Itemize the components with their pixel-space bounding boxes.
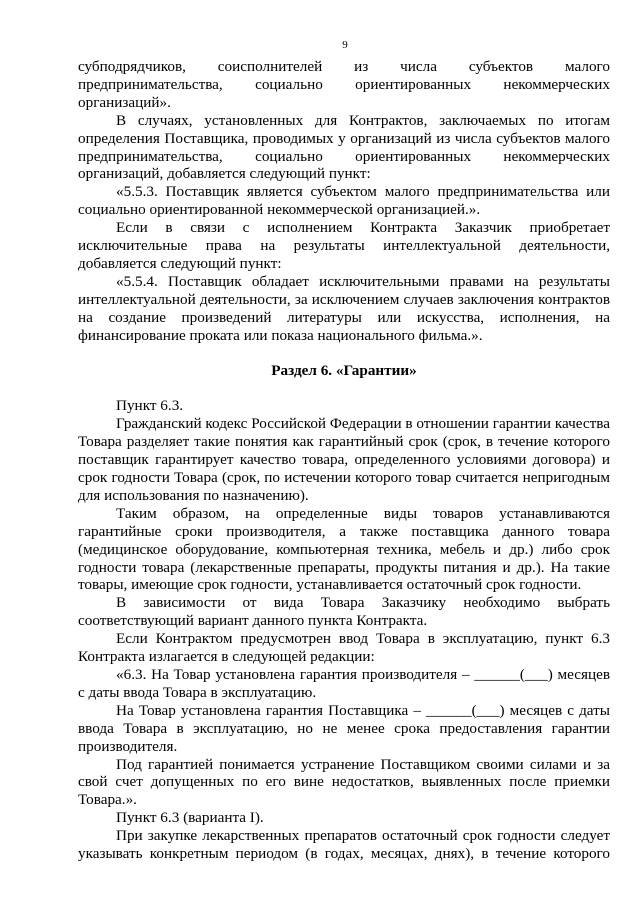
paragraph-1: субподрядчиков, соисполнителей из числа субъектов малого предпринимательства, социально ориентированных некоммерческих организаций». xyxy=(78,58,610,111)
paragraph-8: Таким образом, на определенные виды товаров устанавливаются гарантийные сроки производителя, а также поставщика данного товара (медицинское оборудование, компьютерная техника, мебель и др.) либо срок годности товара (лекарственные препараты, продукты питания и др.). На такие товары, имеющие срок годности, устанавливается остаточный срок годности. xyxy=(78,504,610,594)
paragraph-12: На Товар установлена гарантия Поставщика – ______(___) месяцев с даты ввода Товара в эксплуатацию, но не менее срока предоставления гарантии производителя. xyxy=(78,701,610,755)
paragraph-6: Пункт 6.3. xyxy=(116,397,184,415)
section-heading: Раздел 6. «Гарантии» xyxy=(271,361,417,379)
document-body xyxy=(78,58,610,863)
paragraph-5: «5.5.4. Поставщик обладает исключительными правами на результаты интеллектуальной деятельности, за исключением случаев заключения контрактов на создание произведений литературы или искусства, исполнения, на финансирование проката или показа национального фильма.». xyxy=(78,272,610,344)
paragraph-2: В случаях, установленных для Контрактов, заключаемых по итогам определения Поставщика, проводимых у организаций из числа субъектов малого предпринимательства, социально ориентированных некоммерческих организаций, добавляется следующий пункт: xyxy=(78,111,610,183)
page-number: 9 xyxy=(342,39,348,51)
paragraph-13: Под гарантией понимается устранение Поставщиком своими силами и за свой счет допущенных по его вине недостатков, выявленных после приемки Товара.». xyxy=(78,755,610,809)
paragraph-14: Пункт 6.3 (варианта I). xyxy=(116,809,264,827)
paragraph-9: В зависимости от вида Товара Заказчику необходимо выбрать соответствующий вариант данного пункта Контракта. xyxy=(78,594,610,630)
paragraph-15: При закупке лекарственных препаратов остаточный срок годности следует указывать конкретным периодом (в годах, месяцах, днях), в течение которого xyxy=(78,827,610,863)
paragraph-11: «6.3. На Товар установлена гарантия производителя – ______(___) месяцев с даты ввода Товара в эксплуатацию. xyxy=(78,666,610,701)
paragraph-4: Если в связи с исполнением Контракта Заказчик приобретает исключительные права на результаты интеллектуальной деятельности, добавляется следующий пункт: xyxy=(78,219,610,272)
paragraph-3: «5.5.3. Поставщик является субъектом малого предпринимательства или социально ориентированной некоммерческой организацией.». xyxy=(78,183,610,219)
paragraph-7: Гражданский кодекс Российской Федерации в отношении гарантии качества Товара разделяет такие понятия как гарантийный срок (срок, в течение которого поставщик гарантирует качество товара, определенного условиями договора) и срок годности Товара (срок, по истечении которого товар считается непригодным для использования по назначению). xyxy=(78,415,610,504)
paragraph-10: Если Контрактом предусмотрен ввод Товара в эксплуатацию, пункт 6.3 Контракта излагается в следующей редакции: xyxy=(78,630,610,666)
